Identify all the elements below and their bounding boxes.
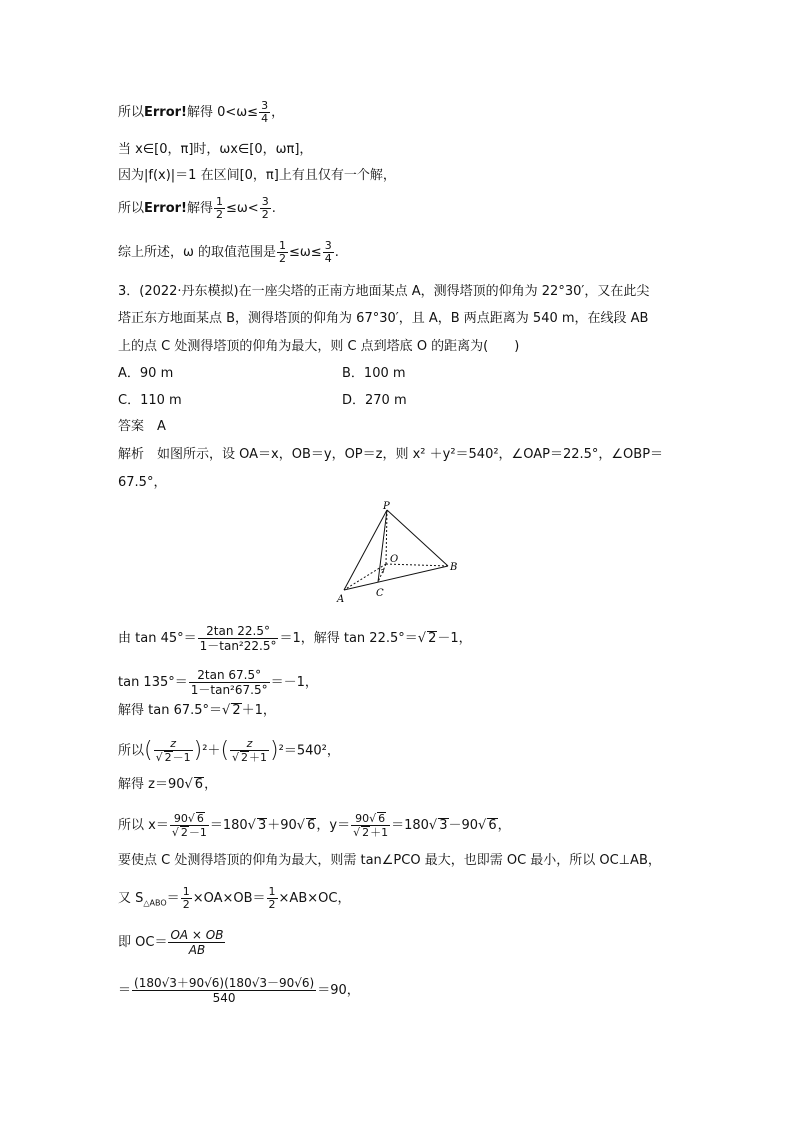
solution-line-9: 即 OC＝ $\frac{OA \times OB}{AB}$ xyxy=(118,928,224,957)
solution-line-6: 所以 x＝ $\frac{90√ 6}{√ 2-1}$ ＝180√ 3＋90√ 6，y＝ $\frac{90√ 6}{√ 2+1}$ ＝180√ 3－90√ 6， xyxy=(118,812,511,840)
fraction: $\frac{2\tan 22.5^\circ}{\text{1－tan²22.5°}}$ xyxy=(199,624,277,653)
label-b: B xyxy=(450,562,458,573)
pyramid-figure xyxy=(330,498,465,606)
text: 所以 xyxy=(118,105,145,120)
text-line-3: 因为|f(x)|＝1 在区间[0，π]上有且仅有一个解， xyxy=(118,168,396,183)
solution-line-4: 所以( $\frac{z}{√ 2-1}$ )²＋( $\frac{z}{√ 2+1}$ )²＝540²， xyxy=(118,737,340,764)
solution-line-8: 又 $S_{\triangle ABO}=$ $\frac{1}{2}$ ×OA×OB＝ $\frac{1}{2}$ ×AB×OC， xyxy=(118,885,351,911)
option-d: D．270 m xyxy=(342,393,407,408)
fraction: $\frac{1}{2}$ xyxy=(268,885,276,911)
option-c: C．110 m xyxy=(118,393,182,408)
label-a: A xyxy=(337,594,345,605)
fraction: $\frac{1}{2}$ xyxy=(182,885,190,911)
text-line-5: 综上所述，ω 的取值范围是 $\frac{1}{2}$ ≤ω≤ $\frac{3}{4}$ . xyxy=(118,239,339,265)
text-line-1: 所以Error!解得 0<ω≤ $\frac{3}{4}$ ， xyxy=(118,99,285,125)
fraction: $\frac{3}{4}$ xyxy=(324,239,332,265)
option-a: A．90 m xyxy=(118,366,174,381)
question-line-3: 上的点 C 处测得塔顶的仰角为最大，则 C 点到塔底 O 的距离为( ) xyxy=(118,339,520,354)
solution-line-5: 解得 z＝90√ 6， xyxy=(118,777,218,792)
fraction: $\frac{z}{√ 2+1}$ xyxy=(232,737,268,764)
edge-ab xyxy=(344,566,448,590)
error-text: Error! xyxy=(144,201,187,216)
fraction: $\frac{90√ 6}{√ 2-1}$ xyxy=(171,812,207,840)
fraction: $\frac{3}{2}$ xyxy=(261,195,269,221)
label-o: O xyxy=(390,554,399,565)
answer-line: 答案 A xyxy=(118,419,166,434)
solution-line-7: 要使点 C 处测得塔顶的仰角为最大，则需 tan∠PCO 最大，也即需 OC 最小，所以 OC⊥AB， xyxy=(118,853,661,868)
fraction: $\frac{3}{4}$ xyxy=(261,99,269,125)
solution-line-3: 解得 tan 67.5°＝√ 2＋1， xyxy=(118,703,276,718)
question-line-2: 塔正东方地面某点 B，测得塔顶的仰角为 67°30′，且 A，B 两点距离为 540 m，在线段 AB xyxy=(118,311,649,326)
fraction: $\frac{1}{2}$ xyxy=(216,195,224,221)
text: 解得 0<ω≤ xyxy=(187,105,259,120)
label-p: P xyxy=(383,501,390,512)
error-text: Error! xyxy=(144,105,187,120)
fraction: $\frac{90√ 6}{√ 2+1}$ xyxy=(353,812,389,840)
text-line-2: 当 x∈[0，π]时，ωx∈[0，ωπ]， xyxy=(118,142,313,157)
fraction: $\frac{(180√3+90√6)(180√3-90√6)}{540}$ xyxy=(134,976,315,1005)
fraction: $\frac{1}{2}$ xyxy=(279,239,287,265)
solution-line-2: tan 135°＝ $\frac{2\tan 67.5^\circ}{\text{1－tan²67.5°}}$ ＝－1， xyxy=(118,668,318,697)
edge-pa xyxy=(344,510,387,590)
solution-line-10: ＝ $\frac{(180√3+90√6)(180√3-90√6)}{540}$ ＝90， xyxy=(118,976,360,1005)
solution-line-1: 由 tan 45°＝ $\frac{2\tan 22.5^\circ}{\text{1－tan²22.5°}}$ ＝1，解得 tan 22.5°＝√ 2－1， xyxy=(118,624,472,653)
label-c: C xyxy=(376,588,384,599)
fraction: $\frac{OA \times OB}{AB}$ xyxy=(170,928,224,957)
fraction: $\frac{2\tan 67.5^\circ}{\text{1－tan²67.5°}}$ xyxy=(190,668,268,697)
analysis-line-2: 67.5°， xyxy=(118,475,167,490)
text-line-4: 所以Error!解得 $\frac{1}{2}$ ≤ω< $\frac{3}{2}$ . xyxy=(118,195,276,221)
option-b: B．100 m xyxy=(342,366,406,381)
question-line-1: 3．(2022·丹东模拟)在一座尖塔的正南方地面某点 A，测得塔顶的仰角为 22°30′，又在此尖 xyxy=(118,284,650,299)
fraction: $\frac{z}{√ 2-1}$ xyxy=(155,737,191,764)
analysis-line-1: 解析 如图所示，设 OA＝x，OB＝y，OP＝z，则 x² ＋y²＝540²，∠OAP＝22.5°，∠OBP＝ xyxy=(118,447,664,462)
